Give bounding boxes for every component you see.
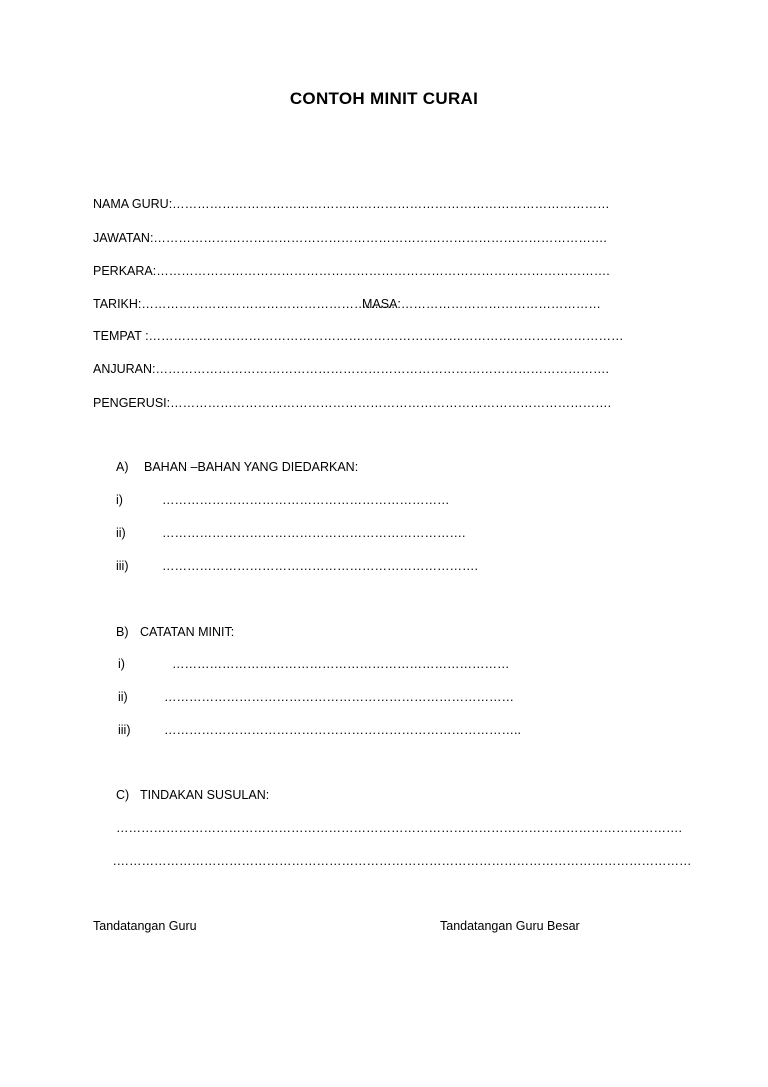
- section-a-item-number: i): [116, 493, 123, 507]
- document-title: CONTOH MINIT CURAI: [289, 89, 479, 108]
- section-c-letter: C): [116, 788, 130, 802]
- section-c-line: .…………………………………………………………………………………………………………………………: [113, 854, 692, 868]
- section-a-item-number: iii): [116, 559, 129, 573]
- field-jawatan: JAWATAN:……………………………………………………………………………………………….: [93, 231, 607, 245]
- field-masa: MASA:…………………………………………: [362, 297, 601, 311]
- field-tarikh: TARIKH:…………………………………………………….: [93, 297, 395, 311]
- section-c-line: ……………………………………………………………………………………………………………………….: [116, 821, 682, 835]
- section-b-item-number: iii): [118, 723, 131, 737]
- section-a-item-line: ……………………………………………………………: [162, 493, 450, 507]
- signature-guru-besar-label: Tandatangan Guru Besar: [440, 919, 580, 933]
- section-b-item-line: …………………………………………………………………………..: [164, 723, 521, 737]
- section-b-item-line: ………………………………………………………………………: [172, 657, 510, 671]
- field-anjuran: ANJURAN:……………………………………………………………………………………………….: [93, 362, 609, 376]
- field-tempat: TEMPAT :……………………………………………………………………………………………………: [93, 329, 624, 343]
- field-nama-guru: NAMA GURU:……………………………………………………………………………………………: [93, 197, 610, 211]
- signature-guru-label: Tandatangan Guru: [93, 919, 197, 933]
- section-b-item-number: i): [118, 657, 125, 671]
- section-c-heading: TINDAKAN SUSULAN:: [140, 788, 270, 802]
- section-a-item-number: ii): [116, 526, 126, 540]
- field-perkara: PERKARA:……………………………………………………………………………………………….: [93, 264, 610, 278]
- section-b-item-line: …………………………………………………………………………: [164, 690, 514, 704]
- section-a-heading: BAHAN –BAHAN YANG DIEDARKAN:: [144, 460, 359, 474]
- section-a-letter: A): [116, 460, 129, 474]
- section-b-item-number: ii): [118, 690, 128, 704]
- field-pengerusi: PENGERUSI:…………………………………………………………………………………………….: [93, 396, 612, 410]
- section-b-letter: B): [116, 625, 129, 639]
- section-b-heading: CATATAN MINIT:: [140, 625, 235, 639]
- section-a-item-line: ……………………………………………………………….: [162, 526, 466, 540]
- section-a-item-line: ………………………………………………………………….: [162, 559, 478, 573]
